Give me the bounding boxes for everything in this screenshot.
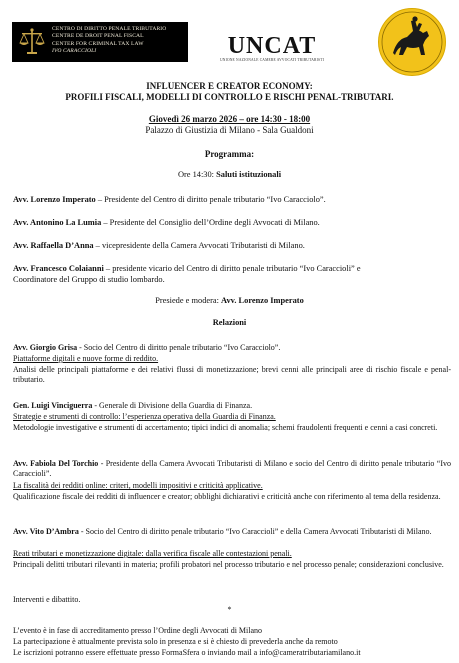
relatore-role: - Socio del Centro di diritto penale tributario “Ivo Caracciolo”. — [77, 343, 281, 352]
event-date: Giovedì 26 marzo 2026 – ore 14:30 - 18:00 — [148, 114, 311, 124]
speaker-name: Avv. Francesco Colaianni — [13, 264, 104, 273]
saluti-speaker — [13, 218, 451, 228]
speaker-role: – presidente vicario del Centro di diritto penale tributario “Ivo Caraccioli” e — [103, 264, 361, 273]
uncat-wordmark: UNCAT — [227, 33, 317, 59]
uncat-logo — [197, 34, 347, 63]
saluti-label: Saluti istituzionali — [216, 170, 282, 179]
cdp-line: CENTER FOR CRIMINAL TAX LAW — [52, 40, 144, 47]
speaker-role: – vicepresidente della Camera Avvocati Tributaristi di Milano. — [93, 241, 305, 250]
cdp-logo — [12, 22, 188, 62]
horse-rider-emblem-icon — [379, 9, 445, 75]
relatore-line — [13, 401, 451, 411]
scales-of-justice-icon — [16, 26, 48, 58]
event-title-line-2: PROFILI FISCALI, MODELLI DI CONTROLLO E RISCHI PENAL-TRIBUTARI. — [65, 92, 394, 102]
relazione-description: Qualificazione fiscale dei redditi di influencer e creator; obblighi dichiarativi e criticità anche con riferimento al tema della residenza. — [13, 492, 441, 501]
saluti-time: Ore 14:30: — [177, 170, 217, 179]
presiede-line — [0, 296, 459, 306]
relazione-description: Principali delitti tributari rilevanti in materia; profili probatori nel processo tributario e nel processo penale; considerazioni conclusive. — [13, 560, 444, 569]
speaker-name: Avv. Raffaella D’Anna — [13, 241, 94, 250]
cdp-line: CENTRE DE DROIT PENAL FISCAL — [52, 33, 144, 40]
footer-line: La partecipazione è attualmente prevista solo in presenza e si è chiesto di prevederla anche da remoto — [13, 637, 338, 646]
relazione-topic: Reati tributari e monetizzazione digitale: dalla verifica fiscale alle contestazioni penali. — [13, 549, 292, 558]
relazioni-heading: Relazioni — [212, 318, 247, 327]
footer-line: L’evento è in fase di accreditamento presso l’Ordine degli Avvocati di Milano — [13, 626, 263, 635]
relatore-role: - Generale di Divisione della Guardia di Finanza. — [92, 401, 253, 410]
speaker-name: Avv. Lorenzo Imperato — [13, 195, 96, 204]
relatore-name: Avv. Fabiola Del Torchio — [13, 459, 99, 468]
relatore-line — [13, 459, 451, 479]
cdp-line: IVO CARACCIOLI — [52, 48, 97, 55]
event-title-line-1: INFLUENCER E CREATOR ECONOMY: — [146, 81, 313, 91]
speaker-role-continued: Coordinatore del Gruppo di studio lombardo. — [13, 275, 165, 284]
saluti-speaker — [13, 195, 451, 205]
speaker-role: – Presidente del Centro di diritto penale tributario “Ivo Caracciolo”. — [95, 195, 326, 204]
relazione-topic: La fiscalità dei redditi online: criteri, modelli impositivi e criticità applicative. — [13, 481, 263, 490]
relatore-line — [13, 343, 451, 353]
relazione-description: Metodologie investigative e strumenti di accertamento; tipici indici di anomalia; schemi fraudolenti frequenti e cenni a casi concreti. — [13, 423, 438, 432]
footer-line: Le iscrizioni potranno essere effettuate presso FormaSfera o inviando mail a info@cameratributariamilano.it — [13, 648, 361, 657]
cdp-logo-text — [52, 26, 166, 56]
horse-rider-emblem — [378, 8, 446, 76]
relazione-topic: Piattaforme digitali e nuove forme di reddito. — [13, 354, 159, 363]
uncat-subtitle: UNIONE NAZIONALE CAMERE AVVOCATI TRIBUTARISTI — [219, 58, 324, 62]
relatore-name: Avv. Vito D’Ambra — [13, 527, 79, 536]
presiede-name: Avv. Lorenzo Imperato — [221, 296, 304, 305]
relatore-role: - Presidente della Camera Avvocati Tributaristi di Milano e socio del Centro di diritto penale tributario “Ivo Caraccioli”. — [13, 459, 451, 478]
presiede-prefix: Presiede e modera: — [155, 296, 222, 305]
relatore-line — [13, 527, 451, 537]
relatore-name: Gen. Luigi Vinciguerra — [13, 401, 93, 410]
saluti-speaker — [13, 241, 451, 251]
saluti-line — [0, 170, 459, 180]
closing-line: Interventi e dibattito. — [13, 595, 81, 604]
separator: * — [227, 605, 232, 614]
speaker-name: Avv. Antonino La Lumia — [13, 218, 102, 227]
speaker-role: – Presidente del Consiglio dell’Ordine degli Avvocati di Milano. — [101, 218, 320, 227]
relazione-description: Analisi delle principali piattaforme e dei relativi flussi di monetizzazione; brevi cenni alle principali aree di rischio fiscale e penal-tributario. — [13, 365, 451, 384]
cdp-line: CENTRO DI DIRITTO PENALE TRIBUTARIO — [52, 26, 167, 32]
relatore-name: Avv. Giorgio Grisa — [13, 343, 78, 352]
relatore-role: - Socio del Centro di diritto penale tributario “Ivo Caraccioli” e della Camera Avvocati Tributaristi di Milano. — [78, 527, 432, 536]
saluti-speaker — [13, 264, 451, 274]
programma-heading: Programma: — [204, 149, 255, 159]
relazione-topic: Strategie e strumenti di controllo: l’esperienza operativa della Guardia di Finanza. — [13, 412, 276, 421]
event-venue: Palazzo di Giustizia di Milano - Sala Gualdoni — [145, 125, 314, 135]
